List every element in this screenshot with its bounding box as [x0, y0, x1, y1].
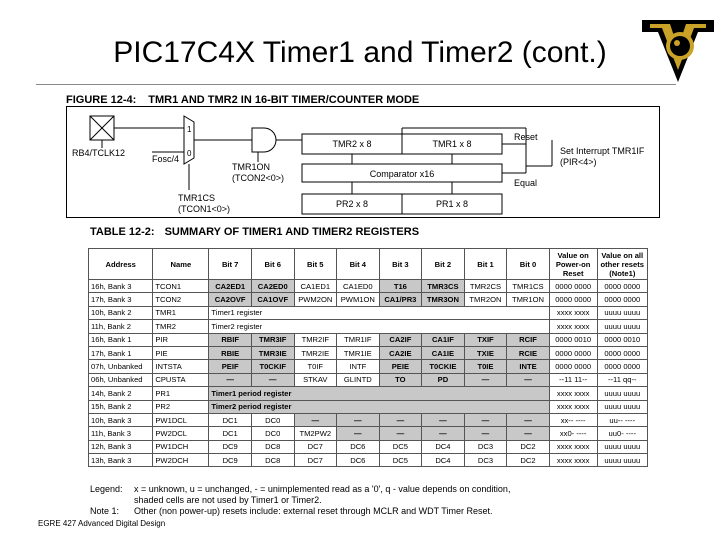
cell-b5: CA1ED1	[294, 280, 337, 293]
cell-other: uuuu uuuu	[597, 440, 647, 453]
cell-other: 0000 0010	[597, 333, 647, 346]
cell-name: PR1	[153, 387, 209, 400]
cell-b6: —	[251, 373, 294, 386]
table-legend	[90, 484, 510, 517]
header-por-2: Power-on	[555, 259, 591, 269]
cell-b0: —	[507, 413, 550, 426]
table-row	[89, 440, 648, 453]
cell-address: 16h, Bank 3	[89, 280, 153, 293]
cell-name: TMR2	[153, 320, 209, 333]
cell-b0: —	[507, 427, 550, 440]
cell-other: 0000 0000	[597, 346, 647, 359]
cell-b2: DC4	[422, 454, 465, 467]
cell-address: 10h, Bank 2	[89, 306, 153, 319]
table-label: TABLE 12-2:	[90, 226, 155, 238]
interrupt-reg: (PIR<4>)	[560, 157, 597, 167]
cell-b1: TXIF	[464, 333, 507, 346]
table-row	[89, 293, 648, 306]
cell-b3: DC5	[379, 440, 422, 453]
cell-b1: —	[464, 413, 507, 426]
cell-b0: DC2	[507, 440, 550, 453]
cell-name: PW2DCL	[153, 427, 209, 440]
cell-name: PR2	[153, 400, 209, 413]
tmr1cs-reg: (TCON1<0>)	[178, 204, 231, 214]
table-row	[89, 454, 648, 467]
cell-b7: —	[209, 373, 252, 386]
legend-line-1: x = unknown, u = unchanged, - = unimplemented read as a '0', q - value depends on condition,	[134, 484, 511, 494]
cell-b7: PEIF	[209, 360, 252, 373]
legend-key: Legend:	[90, 484, 123, 494]
cell-por: xxxx xxxx	[549, 440, 597, 453]
header-por	[549, 249, 597, 280]
cell-b2: PD	[422, 373, 465, 386]
equal-label: Equal	[514, 178, 538, 188]
tmr1cs-label: TMR1CS	[178, 193, 216, 203]
cell-b0: —	[507, 373, 550, 386]
table-row	[89, 413, 648, 426]
cell-b5: PWM2ON	[294, 293, 337, 306]
cell-b7: DC9	[209, 440, 252, 453]
cell-b4: —	[337, 413, 380, 426]
cell-b5: T0IF	[294, 360, 337, 373]
cell-name: PW2DCH	[153, 454, 209, 467]
header-name: Name	[153, 249, 209, 280]
cell-b3: CA2IF	[379, 333, 422, 346]
cell-b3: —	[379, 413, 422, 426]
cell-b7: RBIF	[209, 333, 252, 346]
cell-b2: CA1IE	[422, 346, 465, 359]
cell-other: uuuu uuuu	[597, 400, 647, 413]
legend-line-2: shaded cells are not used by Timer1 or Timer2.	[134, 495, 322, 505]
cell-por: 0000 0010	[549, 333, 597, 346]
cell-name: TMR1	[153, 306, 209, 319]
cell-b7: DC9	[209, 454, 252, 467]
cell-b3: T16	[379, 280, 422, 293]
cell-address: 11h, Bank 2	[89, 320, 153, 333]
cell-b0: TMR1ON	[507, 293, 550, 306]
cell-address: 17h, Bank 3	[89, 293, 153, 306]
header-bit2: Bit 2	[422, 249, 465, 280]
cell-other: 0000 0000	[597, 293, 647, 306]
table-row	[89, 360, 648, 373]
cell-b5: DC7	[294, 440, 337, 453]
cell-b3: PEIE	[379, 360, 422, 373]
cell-b3: —	[379, 427, 422, 440]
slide-footer: EGRE 427 Advanced Digital Design	[38, 519, 166, 528]
title-divider	[36, 84, 676, 85]
table-row	[89, 280, 648, 293]
header-other-3: (Note1)	[609, 268, 636, 278]
table-caption-text: SUMMARY OF TIMER1 AND TIMER2 REGISTERS	[164, 226, 420, 238]
cell-b0: RCIE	[507, 346, 550, 359]
cell-b1: T0IE	[464, 360, 507, 373]
cell-b7: DC1	[209, 427, 252, 440]
cell-b3: CA2IE	[379, 346, 422, 359]
cell-b4: CA1ED0	[337, 280, 380, 293]
university-logo	[640, 18, 716, 84]
cell-address: 07h, Unbanked	[89, 360, 153, 373]
note-key: Note 1:	[90, 506, 120, 516]
cell-por: --11 11--	[549, 373, 597, 386]
cell-b5: DC7	[294, 454, 337, 467]
header-address: Address	[89, 249, 153, 280]
cell-name: CPUSTA	[153, 373, 209, 386]
cell-b0: RCIF	[507, 333, 550, 346]
cell-b4: DC6	[337, 454, 380, 467]
pin-label: RB4/TCLK12	[72, 148, 126, 158]
cell-por: 0000 0000	[549, 346, 597, 359]
cell-b6: DC0	[251, 413, 294, 426]
cell-name: TCON2	[153, 293, 209, 306]
cell-por: 0000 0000	[549, 293, 597, 306]
tmr1on-label: TMR1ON	[232, 162, 270, 172]
cell-name: INTSTA	[153, 360, 209, 373]
cell-b7: DC1	[209, 413, 252, 426]
cell-other: uu-- ----	[597, 413, 647, 426]
table-row	[89, 400, 648, 413]
cell-b0: DC2	[507, 454, 550, 467]
cell-b3: TO	[379, 373, 422, 386]
cell-b1: —	[464, 373, 507, 386]
cell-b4: DC6	[337, 440, 380, 453]
cell-other: --11 qq--	[597, 373, 647, 386]
cell-b4: TMR1IE	[337, 346, 380, 359]
cell-b2: TMR3ON	[422, 293, 465, 306]
header-bit7: Bit 7	[209, 249, 252, 280]
cell-span: Timer2 period register	[209, 400, 549, 413]
cell-b2: CA1IF	[422, 333, 465, 346]
tmr1-label: TMR1 x 8	[432, 139, 472, 149]
cell-b0: INTE	[507, 360, 550, 373]
cell-other: uuuu uuuu	[597, 320, 647, 333]
cell-por: xxxx xxxx	[549, 387, 597, 400]
cell-span: Timer2 register	[209, 320, 549, 333]
cell-address: 06h, Unbanked	[89, 373, 153, 386]
cell-b6: CA2ED0	[251, 280, 294, 293]
table-row	[89, 427, 648, 440]
cell-name: PW1DCH	[153, 440, 209, 453]
cell-address: 13h, Bank 3	[89, 454, 153, 467]
cell-b1: TMR2CS	[464, 280, 507, 293]
header-bit6: Bit 6	[251, 249, 294, 280]
cell-address: 12h, Bank 3	[89, 440, 153, 453]
cell-b6: DC8	[251, 440, 294, 453]
comparator-label: Comparator x16	[369, 169, 435, 179]
cell-other: uuuu uuuu	[597, 306, 647, 319]
table-header-row	[89, 249, 648, 280]
cell-b4: INTF	[337, 360, 380, 373]
cell-por: 0000 0000	[549, 360, 597, 373]
header-por-3: Reset	[562, 268, 584, 278]
table-caption	[90, 226, 419, 238]
interrupt-label: Set Interrupt TMR1IF	[560, 146, 645, 156]
table-row	[89, 373, 648, 386]
header-other	[597, 249, 647, 280]
cell-address: 17h, Bank 1	[89, 346, 153, 359]
cell-other: 0000 0000	[597, 280, 647, 293]
pin-box	[90, 116, 114, 140]
cell-span: Timer1 register	[209, 306, 549, 319]
table-row	[89, 346, 648, 359]
header-bit4: Bit 4	[337, 249, 380, 280]
cell-por: xxxx xxxx	[549, 306, 597, 319]
cell-address: 15h, Bank 2	[89, 400, 153, 413]
reset-label: Reset	[514, 132, 538, 142]
cell-b3: CA1/PR3	[379, 293, 422, 306]
cell-b5: TMR2IF	[294, 333, 337, 346]
cell-b2: DC4	[422, 440, 465, 453]
header-por-1: Value on	[557, 250, 589, 260]
figure-caption	[66, 94, 419, 106]
note-text: Other (non power-up) resets include: external reset through MCLR and WDT Timer Reset.	[134, 506, 493, 516]
cell-por: xx0- ----	[549, 427, 597, 440]
cell-b1: TMR2ON	[464, 293, 507, 306]
cell-b2: —	[422, 413, 465, 426]
cell-b1: —	[464, 427, 507, 440]
cell-span: Timer1 period register	[209, 387, 549, 400]
cell-b2: —	[422, 427, 465, 440]
cell-b5: TMR2IE	[294, 346, 337, 359]
cell-por: xx-- ----	[549, 413, 597, 426]
header-other-1: Value on all	[601, 250, 644, 260]
cell-b7: CA2ED1	[209, 280, 252, 293]
cell-other: uuuu uuuu	[597, 454, 647, 467]
cell-address: 16h, Bank 1	[89, 333, 153, 346]
cell-b4: GLINTD	[337, 373, 380, 386]
cell-b4: PWM1ON	[337, 293, 380, 306]
cell-b5: STKAV	[294, 373, 337, 386]
cell-b5: —	[294, 413, 337, 426]
timer-block-diagram	[66, 106, 660, 218]
cell-address: 11h, Bank 3	[89, 427, 153, 440]
mux-input-1: 1	[187, 125, 192, 134]
cell-b2: T0CKIE	[422, 360, 465, 373]
register-summary-table	[88, 248, 648, 467]
cell-b6: TMR3IF	[251, 333, 294, 346]
cell-b6: DC0	[251, 427, 294, 440]
cell-por: xxxx xxxx	[549, 320, 597, 333]
cell-b1: DC3	[464, 454, 507, 467]
cell-address: 10h, Bank 3	[89, 413, 153, 426]
cell-b7: RBIE	[209, 346, 252, 359]
cell-name: TCON1	[153, 280, 209, 293]
cell-name: PW1DCL	[153, 413, 209, 426]
cell-b6: T0CKIF	[251, 360, 294, 373]
cell-b6: DC8	[251, 454, 294, 467]
figure-caption-text: TMR1 AND TMR2 IN 16-BIT TIMER/COUNTER MODE	[148, 94, 420, 106]
cell-por: xxxx xxxx	[549, 454, 597, 467]
header-bit0: Bit 0	[507, 249, 550, 280]
cell-b3: DC5	[379, 454, 422, 467]
cell-name: PIR	[153, 333, 209, 346]
slide-title: PIC17C4X Timer1 and Timer2 (cont.)	[113, 36, 607, 69]
pr2-label: PR2 x 8	[335, 199, 369, 209]
table-row	[89, 320, 648, 333]
cell-b6: CA1OVF	[251, 293, 294, 306]
table-body	[89, 280, 648, 467]
table-row	[89, 306, 648, 319]
cell-b6: TMR3IE	[251, 346, 294, 359]
and-gate	[252, 128, 276, 152]
header-other-2: other resets	[600, 259, 644, 269]
tmr2-label: TMR2 x 8	[332, 139, 372, 149]
header-bit5: Bit 5	[294, 249, 337, 280]
cell-por: 0000 0000	[549, 280, 597, 293]
tmr1on-reg: (TCON2<0>)	[232, 173, 285, 183]
cell-por: xxxx xxxx	[549, 400, 597, 413]
cell-b5: TM2PW2	[294, 427, 337, 440]
cell-b1: TXIE	[464, 346, 507, 359]
cell-b4: TMR1IF	[337, 333, 380, 346]
figure-label: FIGURE 12-4:	[66, 94, 137, 106]
cell-b2: TMR3CS	[422, 280, 465, 293]
fosc-label: Fosc/4	[152, 154, 180, 164]
header-bit3: Bit 3	[379, 249, 422, 280]
cell-b0: TMR1CS	[507, 280, 550, 293]
cell-name: PIE	[153, 346, 209, 359]
pr1-label: PR1 x 8	[435, 199, 469, 209]
cell-b4: —	[337, 427, 380, 440]
table-row	[89, 333, 648, 346]
table-row	[89, 387, 648, 400]
mux-input-0: 0	[187, 149, 192, 158]
cell-other: uuuu uuuu	[597, 387, 647, 400]
cell-other: uu0- ----	[597, 427, 647, 440]
cell-b7: CA2OVF	[209, 293, 252, 306]
cell-b1: DC3	[464, 440, 507, 453]
cell-address: 14h, Bank 2	[89, 387, 153, 400]
header-bit1: Bit 1	[464, 249, 507, 280]
cell-other: 0000 0000	[597, 360, 647, 373]
